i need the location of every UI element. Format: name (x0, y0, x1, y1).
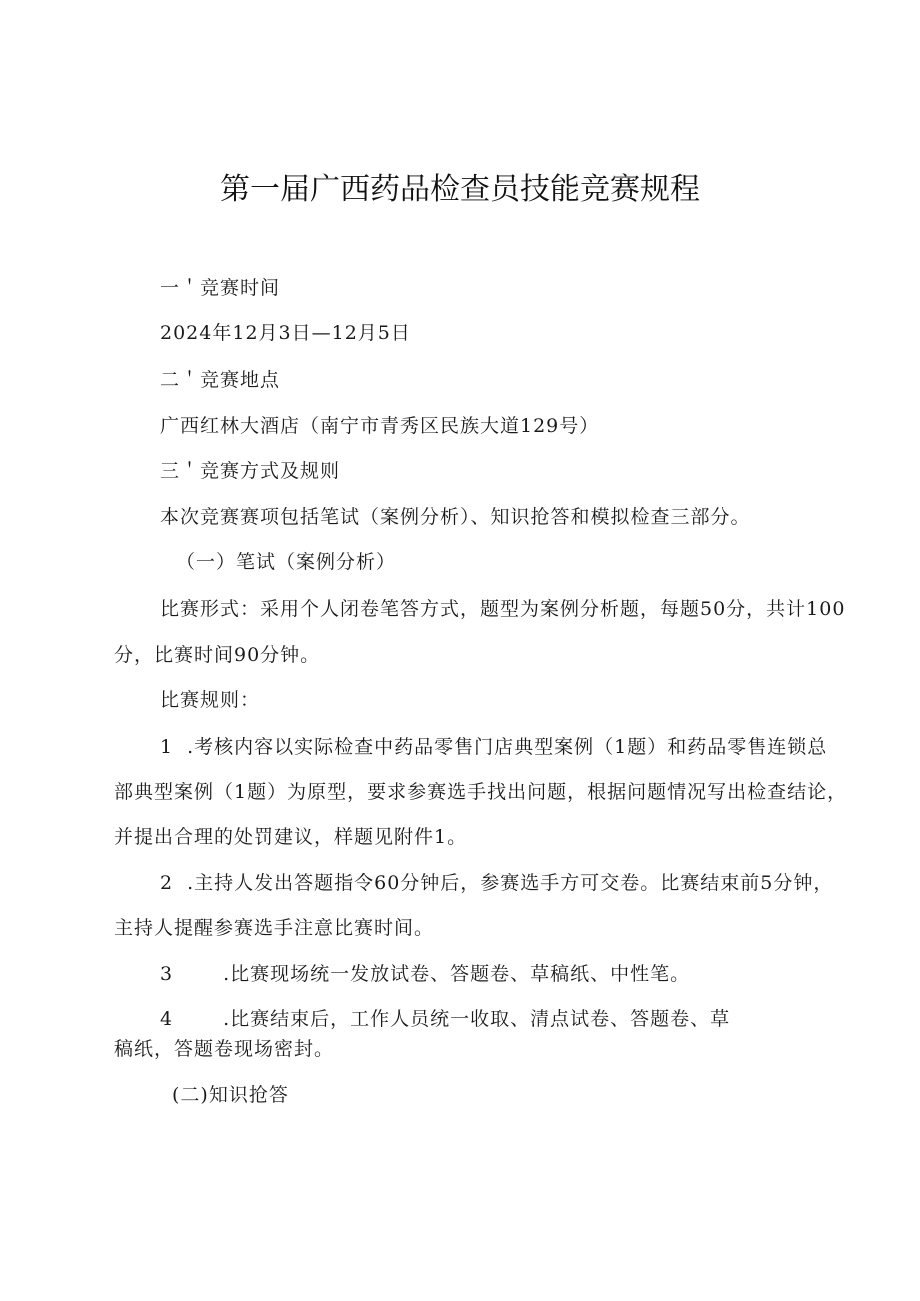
format-line-1: 比赛形式：采用个人闭卷笔答方式，题型为案例分析题，每题50分，共计100 (160, 598, 846, 620)
rule-2-line-1 (160, 868, 833, 895)
rule-1-number: 1 (160, 736, 174, 758)
section-heading-rules: 三＇竞赛方式及规则 (160, 460, 341, 482)
rule-4-line-2: 稿纸，答题卷现场密封。 (114, 1038, 335, 1060)
section-intro: 本次竞赛赛项包括笔试（案例分析）、知识抢答和模拟检查三部分。 (160, 506, 751, 528)
rule-4-text: .比赛结束后，工作人员统一收取、清点试卷、答题卷、草 (223, 1008, 731, 1030)
rule-3-number: 3 (160, 963, 174, 985)
competition-date: 2024年12月3日—12月5日 (160, 322, 411, 344)
section-heading-time: 一＇竞赛时间 (160, 277, 281, 299)
rules-heading: 比赛规则： (160, 689, 261, 711)
rule-1-line-1 (160, 732, 827, 759)
rule-4-line-1 (160, 1004, 730, 1031)
rule-4-number: 4 (160, 1008, 174, 1030)
document-title: 第一届广西药品检查员技能竞赛规程 (220, 172, 700, 207)
rule-1-text: .考核内容以实际检查中药品零售门店典型案例（1题）和药品零售连锁总 (187, 736, 828, 758)
section-heading-venue: 二＇竞赛地点 (160, 369, 281, 391)
rule-3-text: .比赛现场统一发放试卷、答题卷、草稿纸、中性笔。 (223, 963, 691, 985)
rule-1-line-2: 部典型案例（1题）为原型，要求参赛选手找出问题，根据问题情况写出检查结论， (114, 781, 848, 803)
rule-2-text: .主持人发出答题指令60分钟后，参赛选手方可交卷。比赛结束前5分钟， (187, 872, 834, 894)
rule-2-number: 2 (160, 872, 174, 894)
competition-venue: 广西红林大酒店（南宁市青秀区民族大道129号） (160, 415, 600, 437)
subsection-heading-written: （一）笔试（案例分析） (176, 551, 397, 573)
rule-2-line-2: 主持人提醒参赛选手注意比赛时间。 (114, 917, 435, 939)
format-line-2: 分，比赛时间90分钟。 (114, 644, 321, 666)
rule-1-line-3: 并提出合理的处罚建议，样题见附件1。 (114, 826, 468, 848)
rule-3-line-1 (160, 959, 690, 986)
subsection-heading-quiz: (二)知识抢答 (172, 1084, 289, 1106)
